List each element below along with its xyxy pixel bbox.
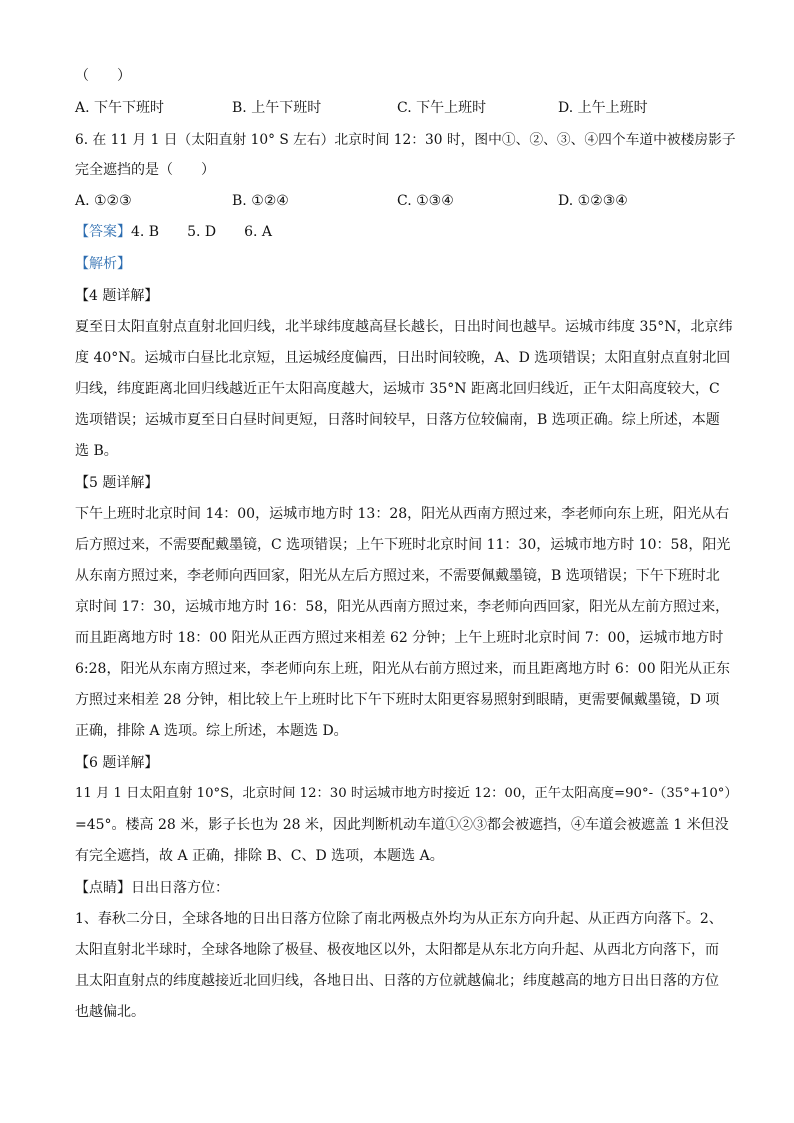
q6-detail-line: 11 月 1 日太阳直射 10°S，北京时间 12：30 时运城市地方时接近 12：00，正午太阳高度=90°-（35°+10°） xyxy=(75,786,738,801)
q5-option-c: C. 下午上班时 xyxy=(397,100,487,116)
q5-detail-line: 后方照过来，不需要配戴墨镜，C 选项错误；上午下班时北京时间 11：30，运城市地方时 10：58，阳光 xyxy=(75,537,731,553)
answer-line xyxy=(75,222,272,242)
tip-line: 1、春秋二分日，全球各地的日出日落方位除了南北两极点外均为从正东方向升起、从正西方向落下。2、 xyxy=(75,911,723,927)
q5-option-a: A. 下午下班时 xyxy=(75,100,165,116)
q6-option-a: A. ①②③ xyxy=(75,193,132,209)
q5-detail-line: 6:28，阳光从东南方照过来，李老师向东上班，阳光从右前方照过来，而且距离地方时 6：00 阳光从正东 xyxy=(75,661,731,677)
q4-detail-heading: 【4 题详解】 xyxy=(75,288,159,304)
q4-detail-line: 选 B。 xyxy=(75,443,118,459)
q6-detail-heading: 【6 题详解】 xyxy=(75,755,159,771)
q6-stem-line: 完全遮挡的是（ ） xyxy=(75,162,215,178)
q5-detail-heading: 【5 题详解】 xyxy=(75,475,159,491)
q5-detail-line: 从东南方照过来，李老师向西回家，阳光从左后方照过来，不需要佩戴墨镜，B 选项错误；下午下班时北 xyxy=(75,568,720,584)
q5-detail-line: 而且距离地方时 18：00 阳光从正西方照过来相差 62 分钟；上午上班时北京时间 7：00，运城市地方时 xyxy=(75,630,724,646)
q4-detail-line: 夏至日太阳直射点直射北回归线，北半球纬度越高昼长越长，日出时间也越早。运城市纬度 35°N，北京纬 xyxy=(75,319,733,335)
q5-detail-line: 下午上班时北京时间 14：00，运城市地方时 13：28，阳光从西南方照过来，李老师向东上班，阳光从右 xyxy=(75,506,730,522)
q5-detail-line: 正确，排除 A 选项。综上所述，本题选 D。 xyxy=(75,723,348,739)
answer-text: 4. B 5. D 6. A xyxy=(131,224,273,240)
q4-detail-line: 度 40°N。运城市白昼比北京短，且运城经度偏西，日出时间较晚，A、D 选项错误；太阳直射点直射北回 xyxy=(75,350,731,366)
analysis-tag: 【解析】 xyxy=(75,256,131,272)
q5-answer-blank: （ ） xyxy=(75,68,131,84)
q5-detail-line: 方照过来相差 28 分钟，相比较上午上班时比下午下班时太阳更容易照射到眼睛，更需要佩戴墨镜，D 项 xyxy=(75,692,720,708)
tip-line: 也越偏北。 xyxy=(75,1004,145,1020)
q6-option-c: C. ①③④ xyxy=(397,193,454,209)
q5-options xyxy=(75,98,715,118)
q6-detail-line: 有完全遮挡，故 A 正确，排除 B、C、D 选项，本题选 A。 xyxy=(75,848,444,864)
q5-option-b: B. 上午下班时 xyxy=(232,100,322,116)
tip-line: 且太阳直射点的纬度越接近北回归线，各地日出、日落的方位就越偏北；纬度越高的地方日出日落的方位 xyxy=(75,973,719,989)
answer-tag: 【答案】 xyxy=(75,224,131,240)
q6-options xyxy=(75,191,715,211)
q6-option-b: B. ①②④ xyxy=(232,193,289,209)
tip-line: 太阳直射北半球时，全球各地除了极昼、极夜地区以外，太阳都是从东北方向升起、从西北方向落下，而 xyxy=(75,942,719,958)
q6-stem-line: 6. 在 11 月 1 日（太阳直射 10° S 左右）北京时间 12：30 时，图中①、②、③、④四个车道中被楼房影子 xyxy=(75,132,736,148)
tip-heading: 【点睛】日出日落方位： xyxy=(75,880,229,896)
q5-detail-line: 京时间 17：30，运城市地方时 16：58，阳光从西南方照过来，李老师向西回家，阳光从左前方照过来， xyxy=(75,599,730,615)
q4-detail-line: 选项错误；运城市夏至日白昼时间更短，日落时间较早，日落方位较偏南，B 选项正确。综上所述，本题 xyxy=(75,412,720,428)
q6-option-d: D. ①②③④ xyxy=(558,193,628,209)
q4-detail-line: 归线，纬度距离北回归线越近正午太阳高度越大，运城市 35°N 距离北回归线近，正午太阳高度较大，C xyxy=(75,381,720,397)
q5-option-d: D. 上午上班时 xyxy=(558,100,648,116)
q6-detail-line: =45°。楼高 28 米，影子长也为 28 米，因此判断机动车道①②③都会被遮挡，④车道会被遮盖 1 米但没 xyxy=(75,817,729,833)
